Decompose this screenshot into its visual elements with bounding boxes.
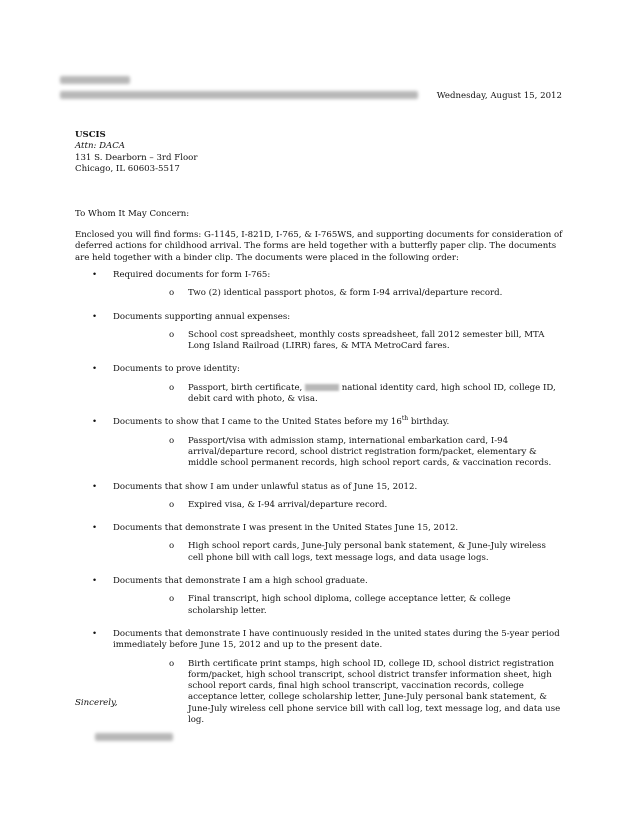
sub-item: [113, 541, 563, 564]
list-item: [75, 523, 563, 564]
sub-bullet: o: [169, 329, 175, 340]
list-item: [75, 417, 563, 469]
sub-item-text-after: national identity card, high school ID, college ID, debit card with photo, & visa.: [188, 382, 556, 405]
item-label: Documents that demonstrate I am a high school graduate.: [113, 576, 368, 587]
list-item: [75, 364, 563, 405]
item-label-before: Documents to show that I came to the United States before my 16: [113, 417, 402, 428]
sub-item-text: School cost spreadsheet, monthly costs spreadsheet, fall 2012 semester bill, MTA Long Island Railroad (LIRR) fares, & MTA MetroCard fares.: [188, 329, 545, 352]
item-label-after: birthday.: [408, 417, 450, 428]
item-label: Documents supporting annual expenses:: [113, 311, 291, 322]
sub-item-text-before: Passport, birth certificate,: [188, 382, 305, 393]
list-item: [75, 629, 563, 726]
document-list: [75, 270, 563, 738]
sub-bullet: o: [169, 435, 175, 446]
redacted-sender-name: [60, 76, 130, 84]
list-item: [75, 270, 563, 300]
recipient-attn: Attn: DACA: [75, 141, 126, 152]
item-label: Documents that demonstrate I was present in the United States June 15, 2012.: [113, 523, 459, 534]
bullet: •: [92, 576, 98, 587]
sub-item-text: Final transcript, high school diploma, college acceptance letter, & college scholarship letter.: [188, 594, 511, 616]
item-label: Required documents for form I-765:: [113, 270, 271, 280]
bullet: •: [92, 417, 98, 428]
sub-item-text: High school report cards, June-July personal bank statement, & June-July wireless cell phone bill with call logs, text message logs, and data usage logs.: [188, 541, 546, 563]
bullet: •: [92, 628, 98, 639]
recipient-org: USCIS: [75, 130, 106, 140]
sub-bullet: o: [169, 594, 175, 605]
sub-item-text: Two (2) identical passport photos, & form I-94 arrival/departure record.: [188, 288, 503, 299]
recipient-city: Chicago, IL 60603-5517: [75, 163, 180, 174]
bullet: •: [92, 523, 98, 534]
sub-item: [113, 500, 563, 511]
bullet: •: [92, 270, 98, 280]
item-label: Documents to prove identity:: [113, 364, 240, 375]
salutation: To Whom It May Concern:: [75, 209, 190, 219]
sub-bullet: o: [169, 658, 175, 669]
sub-bullet: o: [169, 499, 175, 510]
list-item: [75, 482, 563, 512]
sub-item: [113, 330, 563, 353]
closing: Sincerely,: [75, 698, 118, 708]
sub-item: [113, 436, 563, 470]
sub-bullet: o: [169, 382, 175, 393]
sub-item-text: Birth certificate print stamps, high school ID, college ID, school district registration form/packet, high school transcript, school district transfer information sheet, high school report cards, final high school transcript, vaccination records, college acceptance letter, college scholarship letter, June-July personal bank statement, & June-July wireless cell phone service bill with call log, text message log, and data use log.: [188, 658, 561, 726]
item-label: Documents that demonstrate I have continuously resided in the united states during the 5-year period immediately before June 15, 2012 and up to the present date.: [113, 628, 560, 651]
item-label-sup: th: [401, 415, 409, 423]
redacted-signature: [95, 733, 173, 741]
recipient-address: [75, 130, 197, 175]
bullet: •: [92, 481, 98, 492]
sub-item: [113, 383, 563, 406]
item-label: [113, 417, 563, 428]
list-item: [75, 576, 563, 617]
sub-item: [113, 594, 563, 617]
bullet: •: [92, 364, 98, 375]
intro-paragraph: Enclosed you will find forms: G-1145, I-821D, I-765, & I-765WS, and supporting documents for consideration of deferred actions for childhood arrival. The forms are held together with a butterfly paper clip. The documents are held together with a binder clip. The documents were placed in the following order:: [75, 230, 563, 263]
sub-item-text: Expired visa, & I-94 arrival/departure record.: [188, 499, 388, 510]
letter-date: Wednesday, August 15, 2012: [436, 91, 562, 101]
sub-bullet: o: [169, 541, 175, 552]
recipient-street: 131 S. Dearborn – 3rd Floor: [75, 152, 198, 163]
bullet: •: [92, 311, 98, 322]
sub-item: [113, 288, 563, 299]
sub-item-text: Passport/visa with admission stamp, international embarkation card, I-94 arrival/departure record, school district registration form/packet, elementary & middle school permanent records, high school report cards, & vaccination records.: [188, 435, 552, 469]
sub-bullet: o: [169, 288, 175, 299]
list-item: [75, 312, 563, 353]
item-label: Documents that show I am under unlawful status as of June 15, 2012.: [113, 481, 418, 492]
sub-item: [113, 659, 563, 727]
redacted-country: [305, 384, 339, 391]
